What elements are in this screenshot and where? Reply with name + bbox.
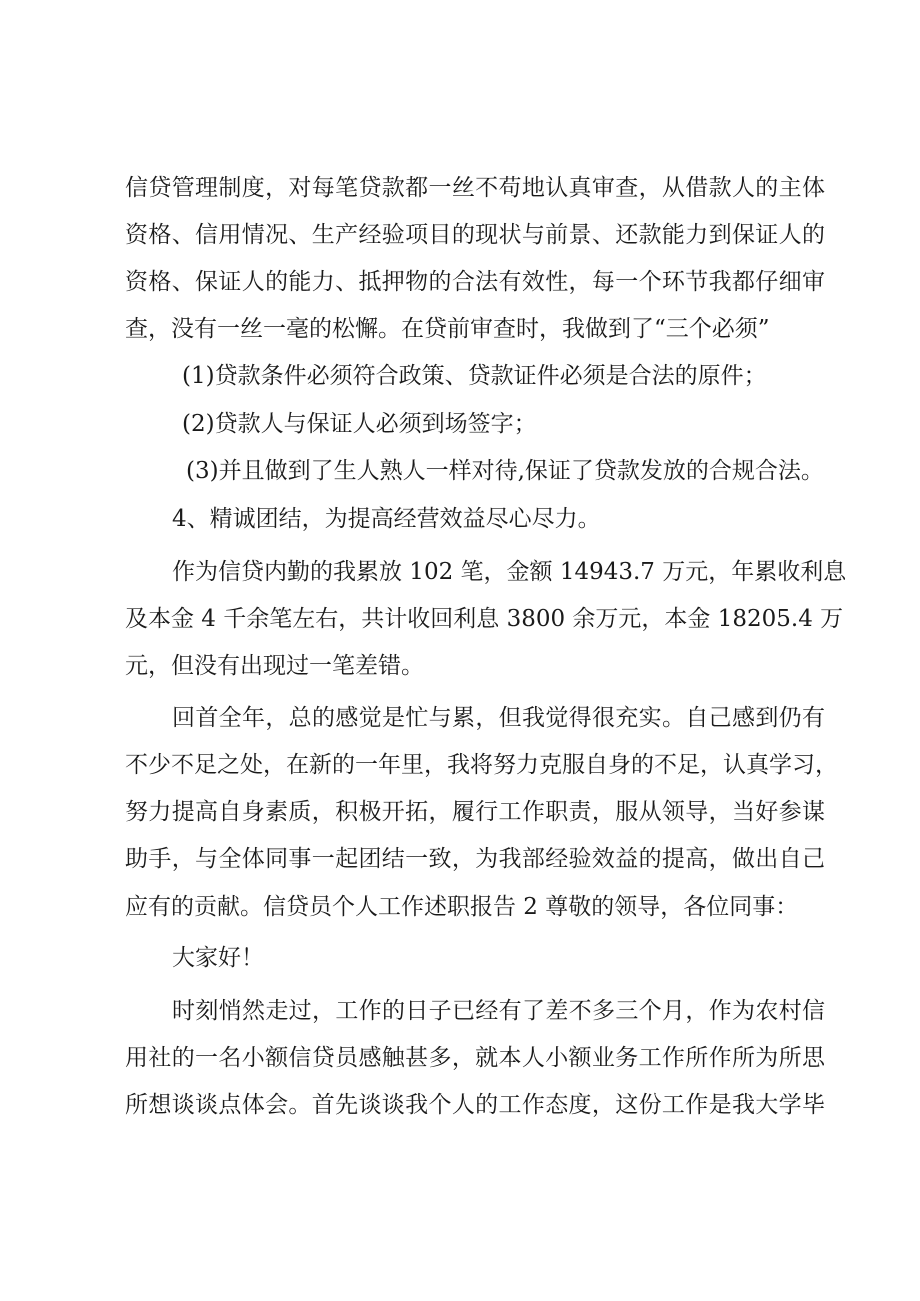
paragraph-line: 元，但没有出现过一笔差错。 xyxy=(125,653,424,679)
paragraph-line: 资格、保证人的能力、抵押物的合法有效性，每一个环节我都仔细审 xyxy=(125,269,825,295)
list-item: (3)并且做到了生人熟人一样对待,保证了贷款发放的合规合法。 xyxy=(186,458,824,484)
list-item: (1)贷款条件必须符合政策、贷款证件必须是合法的原件； xyxy=(182,363,767,389)
paragraph-line: 努力提高自身素质，积极开拓，履行工作职责，服从领导，当好参谋 xyxy=(125,799,825,825)
paragraph-line: 助手，与全体同事一起团结一致，为我部经验效益的提高，做出自己 xyxy=(125,846,825,872)
paragraph-line: 信贷管理制度，对每笔贷款都一丝不苟地认真审查，从借款人的主体 xyxy=(125,175,825,201)
section-heading: 4、精诚团结，为提高经营效益尽心尽力。 xyxy=(172,506,601,532)
paragraph-line: 所想谈谈点体会。首先谈谈我个人的工作态度，这份工作是我大学毕 xyxy=(125,1092,825,1118)
paragraph-line: 不少不足之处，在新的一年里，我将努力克服自身的不足，认真学习， xyxy=(125,752,838,778)
paragraph-line: 回首全年，总的感觉是忙与累，但我觉得很充实。自己感到仍有 xyxy=(172,705,825,731)
list-item: (2)贷款人与保证人必须到场签字； xyxy=(182,411,537,437)
paragraph-line: 及本金 4 千余笔左右，共计收回利息 3800 余万元，本金 18205.4 万 xyxy=(125,606,844,632)
paragraph-line: 应有的贡献。信贷员个人工作述职报告 2 尊敬的领导，各位同事： xyxy=(125,894,799,920)
greeting: 大家好！ xyxy=(172,945,264,971)
paragraph-line: 用社的一名小额信贷员感触甚多，就本人小额业务工作所作所为所思 xyxy=(125,1045,825,1071)
paragraph-line: 查，没有一丝一毫的松懈。在贷前审查时，我做到了“三个必须” xyxy=(125,316,770,342)
paragraph-line: 时刻悄然走过，工作的日子已经有了差不多三个月，作为农村信 xyxy=(172,998,825,1024)
paragraph-line: 作为信贷内勤的我累放 102 笔，金额 14943.7 万元，年累收利息 xyxy=(172,559,847,585)
paragraph-line: 资格、信用情况、生产经验项目的现状与前景、还款能力到保证人的 xyxy=(125,222,825,248)
